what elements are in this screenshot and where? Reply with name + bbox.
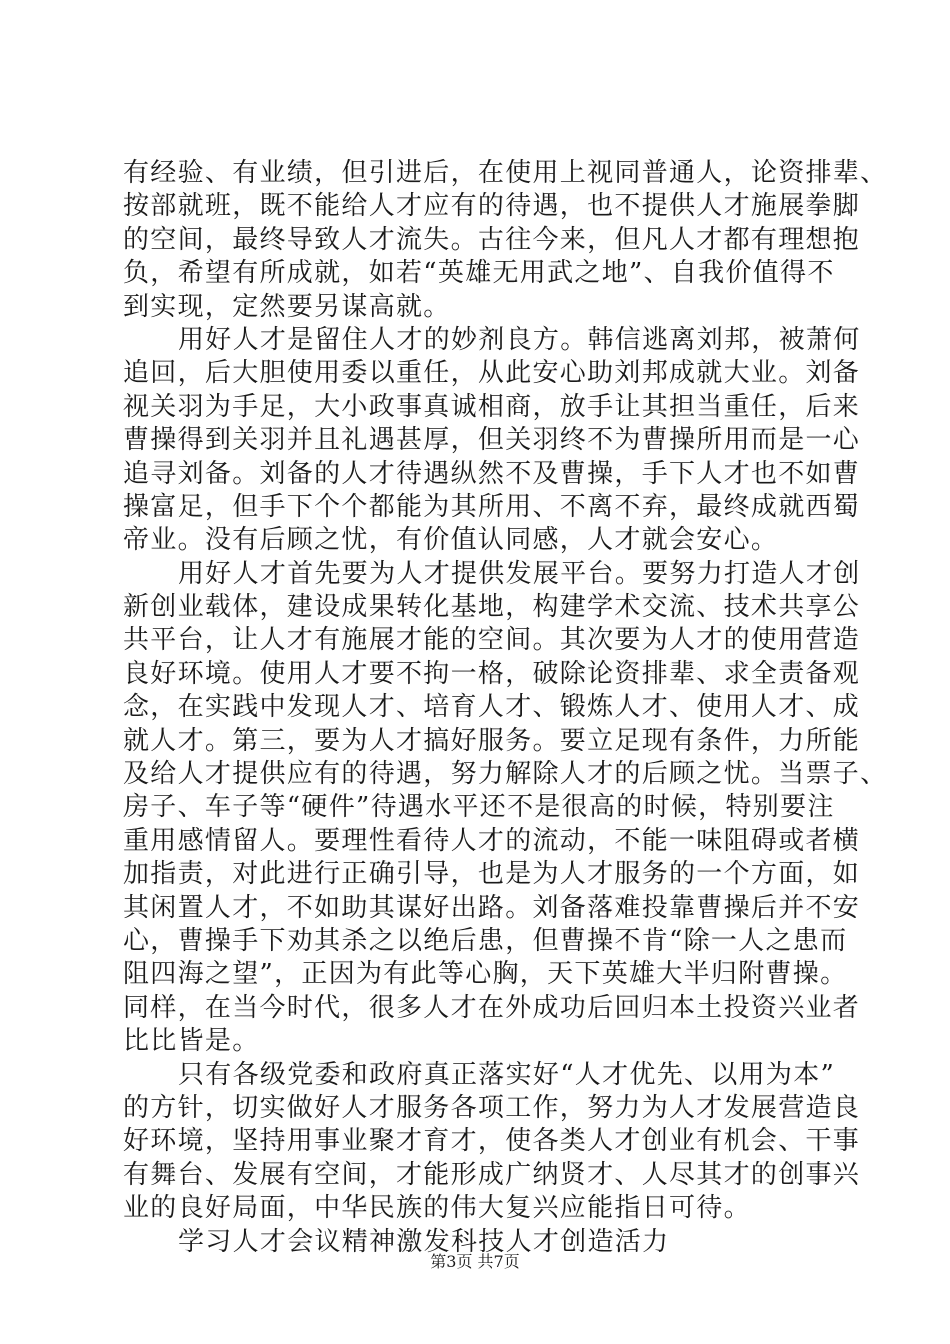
text-line: 共平台，让人才有施展才能的空间。其次要为人才的使用营造 xyxy=(123,625,861,656)
text-line: 比比皆是。 xyxy=(123,1026,260,1057)
text-line: 及给人才提供应有的待遇，努力解除人才的后顾之忧。当票子、 xyxy=(123,759,888,790)
paragraph-first-line: 学习人才会议精神激发科技人才创造活力 xyxy=(178,1226,670,1257)
text-line: 的方针，切实做好人才服务各项工作，努力为人才发展营造良 xyxy=(123,1092,861,1123)
page-footer: 第3页 共7页 xyxy=(430,1252,520,1271)
text-line: 负，希望有所成就，如若“英雄无用武之地”、自我价值得不 xyxy=(123,258,835,289)
text-line: 帝业。没有后顾之忧，有价值认同感，人才就会安心。 xyxy=(123,525,779,556)
text-line: 念，在实践中发现人才、培育人才、锻炼人才、使用人才、成 xyxy=(123,692,861,723)
text-line: 曹操得到关羽并且礼遇甚厚，但关羽终不为曹操所用而是一心 xyxy=(123,425,861,456)
text-line: 阻四海之望”，正因为有此等心胸，天下英雄大半归附曹操。 xyxy=(123,959,848,990)
paragraph-first-line: 只有各级党委和政府真正落实好“人才优先、以用为本” xyxy=(178,1059,836,1090)
text-line: 到实现，定然要另谋高就。 xyxy=(123,291,451,322)
text-line: 追回，后大胆使用委以重任，从此安心助刘邦成就大业。刘备 xyxy=(123,358,861,389)
text-line: 同样，在当今时代，很多人才在外成功后回归本土投资兴业者 xyxy=(123,992,861,1023)
text-line: 良好环境。使用人才要不拘一格，破除论资排辈、求全责备观 xyxy=(123,658,861,689)
text-line: 视关羽为手足，大小政事真诚相商，放手让其担当重任，后来 xyxy=(123,391,861,422)
text-line: 心，曹操手下劝其杀之以绝后患，但曹操不肯“除一人之患而 xyxy=(123,925,848,956)
text-line: 有经验、有业绩，但引进后，在使用上视同普通人，论资排辈、 xyxy=(123,158,888,188)
text-line: 追寻刘备。刘备的人才待遇纵然不及曹操，手下人才也不如曹 xyxy=(123,458,861,489)
text-line: 新创业载体，建设成果转化基地，构建学术交流、技术共享公 xyxy=(123,592,861,623)
text-line: 房子、车子等“硬件”待遇水平还不是很高的时候，特别要注 xyxy=(123,792,835,823)
text-line: 其闲置人才，不如助其谋好出路。刘备落难投靠曹操后并不安 xyxy=(123,892,861,923)
document-body xyxy=(123,157,888,1259)
text-line: 重用感情留人。要理性看待人才的流动，不能一味阻碍或者横 xyxy=(123,825,861,856)
text-line: 好环境，坚持用事业聚才育才，使各类人才创业有机会、干事 xyxy=(123,1126,861,1157)
text-line: 操富足，但手下个个都能为其所用、不离不弃，最终成就西蜀 xyxy=(123,491,861,522)
text-line: 有舞台、发展有空间，才能形成广纳贤才、人尽其才的创事兴 xyxy=(123,1159,861,1190)
text-line: 按部就班，既不能给人才应有的待遇，也不提供人才施展拳脚 xyxy=(123,191,861,222)
text-line: 的空间，最终导致人才流失。古往今来，但凡人才都有理想抱 xyxy=(123,224,861,255)
paragraph-first-line: 用好人才是留住人才的妙剂良方。韩信逃离刘邦，被萧何 xyxy=(178,324,861,355)
paragraph-first-line: 用好人才首先要为人才提供发展平台。要努力打造人才创 xyxy=(178,558,861,589)
text-line: 业的良好局面，中华民族的伟大复兴应能指日可待。 xyxy=(123,1193,751,1224)
text-line: 就人才。第三，要为人才搞好服务。要立足现有条件，力所能 xyxy=(123,725,861,756)
text-line: 加指责，对此进行正确引导，也是为人才服务的一个方面，如 xyxy=(123,859,861,890)
